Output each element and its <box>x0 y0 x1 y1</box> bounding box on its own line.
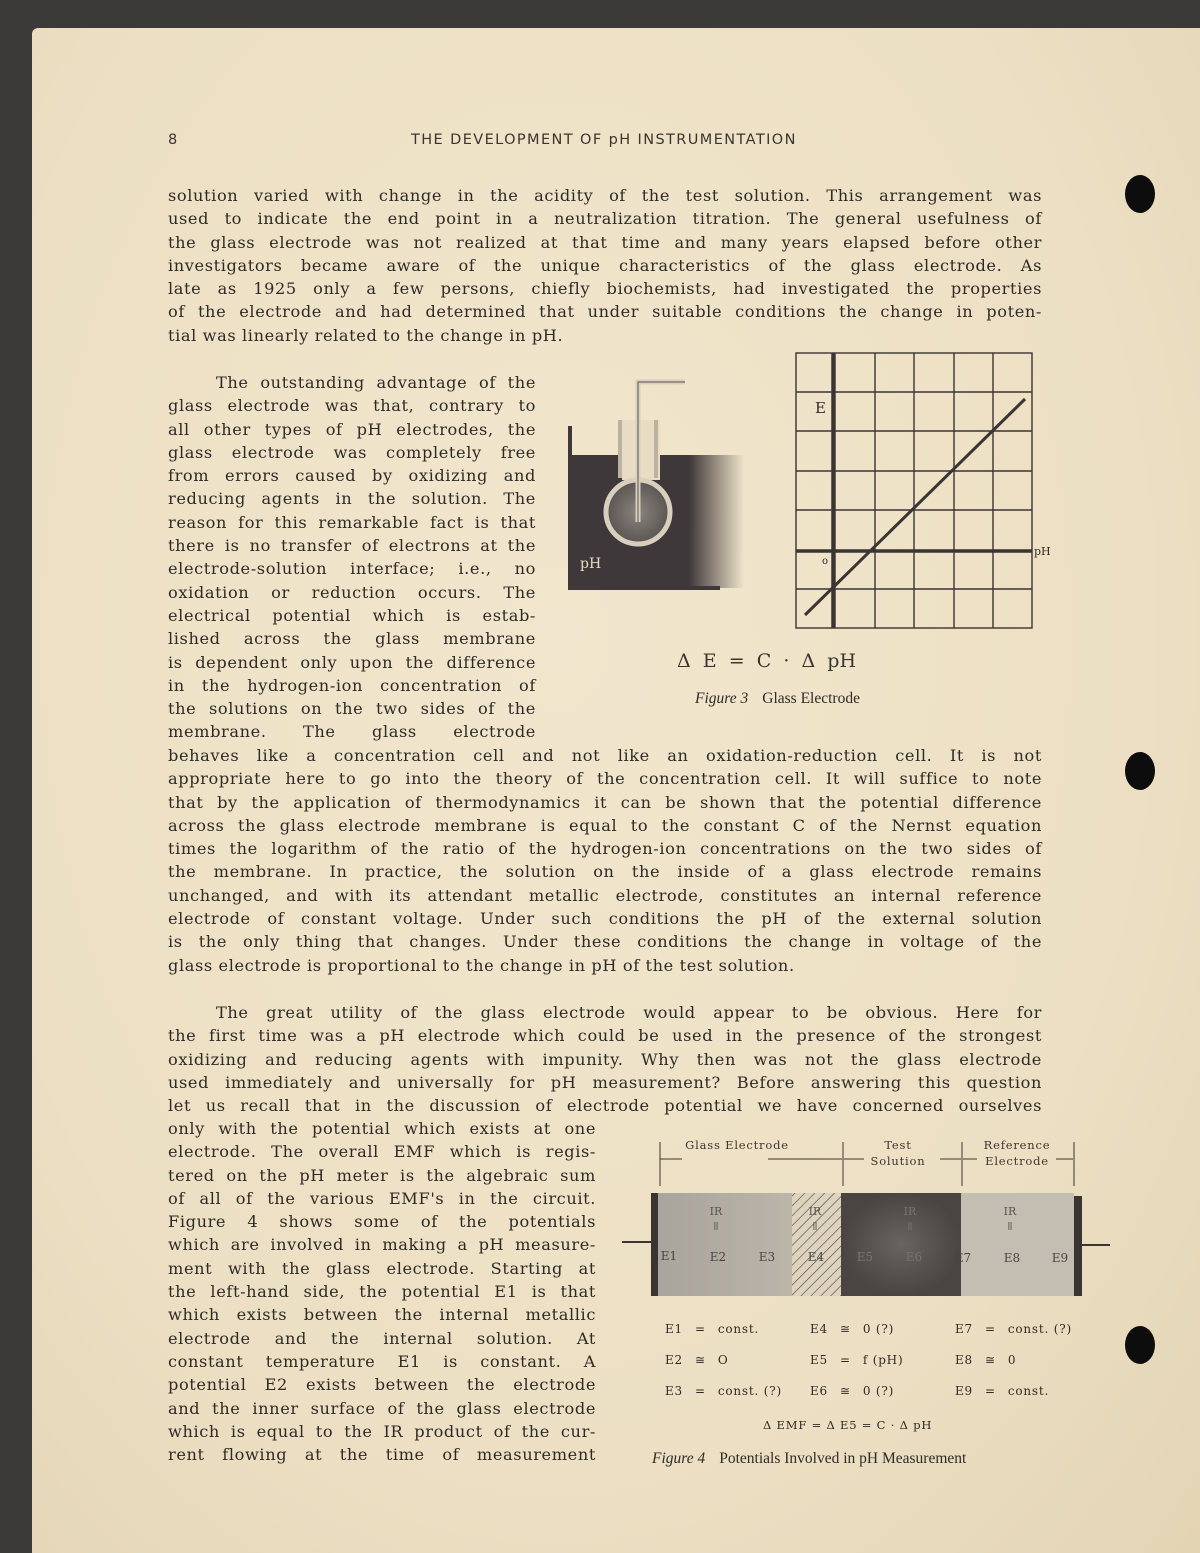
text-line: only with the potential which exists at one <box>168 1119 596 1138</box>
text-line: which are involved in making a pH measure- <box>168 1235 596 1255</box>
text-line: from errors caused by oxidizing and <box>168 466 536 486</box>
text-line: of all of the various EMF's in the circuit. <box>168 1188 596 1208</box>
equation-value: 0 (?) <box>862 1384 895 1398</box>
text-line: electrode and the internal solution. At <box>168 1328 596 1348</box>
equation-operator: = <box>985 1384 996 1398</box>
text-line: across the glass electrode membrane is equal to the constant C of the Nernst equation <box>168 815 1042 835</box>
binder-hole <box>1125 175 1155 213</box>
text-line: used to indicate the end point in a neutralization titration. The general usefulness of <box>168 209 1042 229</box>
text-line: times the logarithm of the ratio of the hydrogen-ion concentrations on the two sides of <box>168 839 1042 859</box>
e-vs-ph-graph <box>796 353 1032 628</box>
equation-operator: ≅ <box>985 1353 996 1367</box>
equation-operator: ≅ <box>840 1322 851 1336</box>
equation-term: E3 <box>665 1384 683 1398</box>
text-line: tial was linearly related to the change in pH. <box>168 325 564 345</box>
text-line: all other types of pH electrodes, the <box>168 419 536 439</box>
equation-operator: ≅ <box>695 1353 706 1367</box>
equation-operator: ≅ <box>840 1384 851 1398</box>
caption-number: Figure 4 <box>652 1450 706 1467</box>
beaker-diagram <box>570 382 744 588</box>
caption-number: Figure 3 <box>695 690 749 707</box>
text-line: glass electrode is proportional to the change in pH of the test solution. <box>168 955 795 975</box>
text-line: there is no transfer of electrons at the <box>168 536 536 556</box>
equation-value: 0 (?) <box>862 1322 895 1336</box>
text-line: glass electrode was that, contrary to <box>168 396 536 416</box>
potential-equation <box>810 1322 894 1336</box>
figure-3-equation: Δ E = C · Δ pH <box>677 650 857 672</box>
svg-text:ǁ: ǁ <box>713 1220 719 1233</box>
potential-equation <box>810 1384 894 1398</box>
potential-equation <box>665 1353 729 1367</box>
equation-term: E6 <box>810 1384 828 1398</box>
text-line: rent flowing at the time of measurement <box>168 1445 596 1465</box>
potential-e7: E7 <box>954 1251 972 1265</box>
potential-equation <box>955 1353 1016 1367</box>
figure-3-illustration <box>560 350 1060 650</box>
running-header: THE DEVELOPMENT OF pH INSTRUMENTATION <box>411 132 797 148</box>
paragraph <box>168 744 1042 977</box>
equation-term: E4 <box>810 1322 828 1336</box>
text-line: electrical potential which is estab- <box>168 605 536 625</box>
svg-text:ǁ: ǁ <box>812 1220 818 1233</box>
text-line: the left-hand side, the potential E1 is that <box>168 1282 596 1302</box>
text-line: and the inner surface of the glass electrode <box>168 1398 596 1418</box>
text-line: the solutions on the two sides of the <box>168 699 536 719</box>
caption-text: Potentials Involved in pH Measurement <box>719 1450 967 1467</box>
equation-term: E2 <box>665 1353 683 1367</box>
equation-value: const. (?) <box>1007 1322 1072 1336</box>
potential-e2: E2 <box>709 1250 727 1264</box>
text-line: behaves like a concentration cell and not like an oxidation-reduction cell. It is not <box>168 746 1042 765</box>
potential-equation <box>955 1384 1049 1398</box>
equation-value: const. <box>1007 1384 1050 1398</box>
equation-value: O <box>717 1353 729 1367</box>
equation-operator: = <box>695 1322 706 1336</box>
text-line: electrode-solution interface; i.e., no <box>168 559 536 579</box>
potential-equation <box>810 1353 903 1367</box>
figure-3-caption <box>695 690 860 708</box>
graph-ph-axis-label: pH <box>1034 545 1051 558</box>
text-line: investigators became aware of the unique characteristics of the glass electrode. As <box>168 255 1042 275</box>
text-line: glass electrode was completely free <box>168 442 536 462</box>
ir-label: IR <box>1003 1205 1017 1218</box>
equation-value: const. (?) <box>717 1384 782 1398</box>
equation-operator: = <box>985 1322 996 1336</box>
text-line: potential E2 exists between the electrode <box>168 1375 596 1395</box>
text-line: reason for this remarkable fact is that <box>168 512 536 532</box>
equation-operator: = <box>840 1353 851 1367</box>
potential-e6: E6 <box>905 1250 923 1264</box>
caption-text: Glass Electrode <box>762 690 860 707</box>
paragraph <box>168 371 536 744</box>
text-line: unchanged, and with its attendant metallic electrode, constitutes an internal reference <box>168 885 1042 905</box>
figure-4-caption <box>652 1450 966 1468</box>
equation-value: const. <box>717 1322 760 1336</box>
potential-equation <box>665 1322 759 1336</box>
text-line: electrode. The overall EMF which is regis- <box>168 1142 596 1162</box>
emf-summary-equation: Δ EMF = Δ E5 = C · Δ pH <box>763 1418 933 1432</box>
paragraph <box>168 184 1042 347</box>
svg-text:ǁ: ǁ <box>907 1220 913 1233</box>
graph-e-axis-label: E <box>815 399 826 417</box>
text-line: let us recall that in the discussion of electrode potential we have concerned ourselves <box>168 1096 1042 1116</box>
ir-label: IR <box>709 1205 723 1218</box>
text-line: late as 1925 only a few persons, chiefly biochemists, had investigated the properties <box>168 279 1042 299</box>
text-line: in the hydrogen-ion concentration of <box>168 675 536 695</box>
svg-text:ǁ: ǁ <box>1007 1220 1013 1233</box>
potential-equation <box>955 1322 1072 1336</box>
text-line: The outstanding advantage of the <box>216 373 536 392</box>
text-line: is the only thing that changes. Under these conditions the change in voltage of the <box>168 932 1042 952</box>
equation-value: f (pH) <box>862 1353 904 1367</box>
text-line: the first time was a pH electrode which could be used in the presence of the strongest <box>168 1026 1042 1046</box>
potential-e4: E4 <box>807 1250 825 1264</box>
potential-e8: E8 <box>1003 1251 1021 1265</box>
ir-label: IR <box>903 1205 917 1218</box>
text-line: which exists between the internal metallic <box>168 1305 596 1325</box>
text-line: membrane. The glass electrode <box>168 722 536 742</box>
text-line: appropriate here to go into the theory of the concentration cell. It will suffice to note <box>168 769 1042 789</box>
section-reference-electrode: Reference Electrode <box>983 1138 1051 1168</box>
text-line: oxidizing and reducing agents with impunity. Why then was not the glass electrode <box>168 1049 1042 1069</box>
text-line: the membrane. In practice, the solution on the inside of a glass electrode remains <box>168 862 1042 882</box>
equation-term: E5 <box>810 1353 828 1367</box>
text-line: used immediately and universally for pH measurement? Before answering this question <box>168 1072 1042 1092</box>
section-test-solution: Test Solution <box>870 1138 926 1168</box>
text-line: which is equal to the IR product of the cur- <box>168 1421 596 1441</box>
potential-e1: E1 <box>660 1249 678 1263</box>
binder-hole <box>1125 1326 1155 1364</box>
graph-origin-label: o <box>822 556 829 567</box>
equation-term: E1 <box>665 1322 683 1336</box>
text-line: solution varied with change in the acidity of the test solution. This arrangement was <box>168 186 1042 205</box>
text-line: constant temperature E1 is constant. A <box>168 1351 596 1371</box>
page-number: 8 <box>168 132 179 148</box>
potential-e5: E5 <box>856 1250 874 1264</box>
text-line: Figure 4 shows some of the potentials <box>168 1212 596 1232</box>
text-line: oxidation or reduction occurs. The <box>168 582 536 602</box>
paragraph <box>168 1001 1042 1117</box>
paragraph <box>168 1117 596 1466</box>
text-line: tered on the pH meter is the algebraic sum <box>168 1165 596 1185</box>
equation-operator: = <box>695 1384 706 1398</box>
text-line: electrode of constant voltage. Under such conditions the pH of the external solution <box>168 909 1042 929</box>
text-line: is dependent only upon the difference <box>168 652 536 672</box>
text-line: of the electrode and had determined that under suitable conditions the change in poten- <box>168 302 1042 322</box>
binder-hole <box>1125 752 1155 790</box>
text-line: The great utility of the glass electrode would appear to be obvious. Here for <box>216 1003 1042 1022</box>
text-line: the glass electrode was not realized at that time and many years elapsed before other <box>168 232 1042 252</box>
equation-term: E9 <box>955 1384 973 1398</box>
equation-value: 0 <box>1007 1353 1017 1367</box>
text-line: lished across the glass membrane <box>168 629 536 649</box>
potential-equation <box>665 1384 782 1398</box>
equation-term: E8 <box>955 1353 973 1367</box>
text-line: that by the application of thermodynamics it can be shown that the potential difference <box>168 792 1042 812</box>
beaker-ph-label: pH <box>580 556 602 572</box>
potential-e3: E3 <box>758 1250 776 1264</box>
ir-label: IR <box>808 1205 822 1218</box>
text-line: ment with the glass electrode. Starting at <box>168 1258 596 1278</box>
text-line: reducing agents in the solution. The <box>168 489 536 509</box>
potential-e9: E9 <box>1051 1251 1069 1265</box>
equation-term: E7 <box>955 1322 973 1336</box>
section-glass-electrode: Glass Electrode <box>685 1138 789 1152</box>
